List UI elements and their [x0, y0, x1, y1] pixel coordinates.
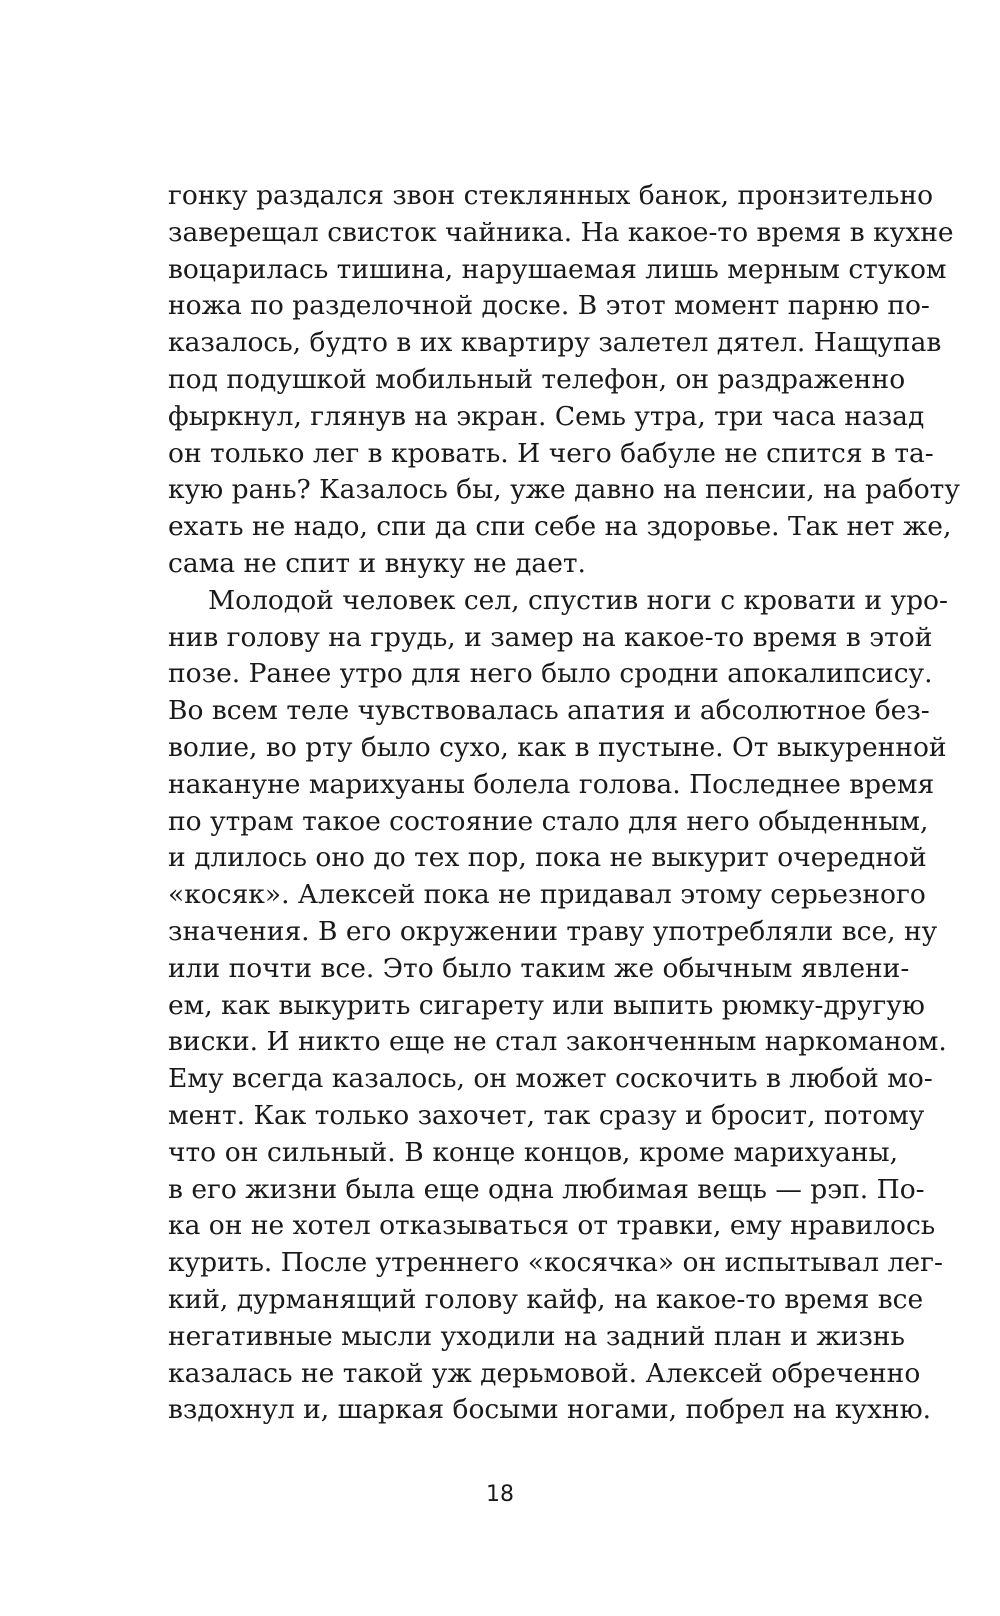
text-line: заверещал свисток чайника. На какое-то время в кухне: [168, 216, 954, 248]
text-line: Ему всегда казалось, он может соскочить в любой мо-: [168, 1063, 933, 1095]
text-line: что он сильный. В конце концов, кроме марихуаны,: [168, 1136, 898, 1168]
text-line: Молодой человек сел, спустив ноги с кровати и уро-: [208, 584, 948, 616]
text-line: Во всем теле чувствовалась апатия и абсолютное без-: [168, 695, 930, 727]
paragraph: [168, 178, 960, 583]
text-line: значения. В его окружении траву употребляли все, ну: [168, 915, 938, 947]
text-line: негативные мысли уходили на задний план и жизнь: [168, 1320, 905, 1352]
text-line: сама не спит и внуку не дает.: [168, 547, 586, 579]
text-line: позе. Ранее утро для него было сродни апокалипсису.: [168, 658, 933, 690]
text-line: ножа по разделочной доске. В этот момент парню по-: [168, 290, 930, 322]
text-line: курить. После утреннего «косячка» он испытывал лег-: [168, 1247, 943, 1279]
text-line: фыркнул, глянув на экран. Семь утра, три часа назад: [168, 400, 925, 432]
text-line: под подушкой мобильный телефон, он раздраженно: [168, 363, 906, 395]
body-text: [168, 178, 960, 1429]
text-line: волие, во рту было сухо, как в пустыне. От выкуренной: [168, 731, 947, 763]
text-line: по утрам такое состояние стало для него обыденным,: [168, 805, 929, 837]
text-line: «косяк». Алексей пока не придавал этому серьезного: [168, 879, 926, 911]
text-line: или почти все. Это было таким же обычным явлени-: [168, 952, 910, 984]
text-line: и длилось оно до тех пор, пока не выкурит очередной: [168, 842, 927, 874]
text-line: кую рань? Казалось бы, уже давно на пенсии, на работу: [168, 474, 960, 506]
text-line: ехать не надо, спи да спи себе на здоровье. Так нет же,: [168, 511, 952, 543]
text-line: вздохнул и, шаркая босыми ногами, побрел на кухню.: [168, 1394, 932, 1426]
text-line: ем, как выкурить сигарету или выпить рюмку-другую: [168, 989, 925, 1021]
paragraph: [168, 583, 948, 1429]
text-line: кий, дурманящий голову кайф, на какое-то время все: [168, 1283, 924, 1315]
text-line: воцарилась тишина, нарушаемая лишь мерным стуком: [168, 253, 947, 285]
page-number: 18: [486, 1482, 514, 1507]
text-line: ка он не хотел отказываться от травки, ему нравилось: [168, 1210, 936, 1242]
text-line: в его жизни была еще одна любимая вещь — рэп. По-: [168, 1173, 925, 1205]
text-line: накануне марихуаны болела голова. Последнее время: [168, 768, 935, 800]
text-line: гонку раздался звон стеклянных банок, пронзительно: [168, 180, 934, 211]
text-line: виски. И никто еще не стал законченным наркоманом.: [168, 1026, 947, 1058]
text-line: нив голову на грудь, и замер на какое-то время в этой: [168, 621, 933, 653]
text-line: он только лег в кровать. И чего бабуле не спится в та-: [168, 437, 934, 469]
text-line: мент. Как только захочет, так сразу и бросит, потому: [168, 1099, 925, 1131]
text-line: казалось, будто в их квартиру залетел дятел. Нащупав: [168, 327, 942, 359]
text-line: казалась не такой уж дерьмовой. Алексей обреченно: [168, 1357, 921, 1389]
